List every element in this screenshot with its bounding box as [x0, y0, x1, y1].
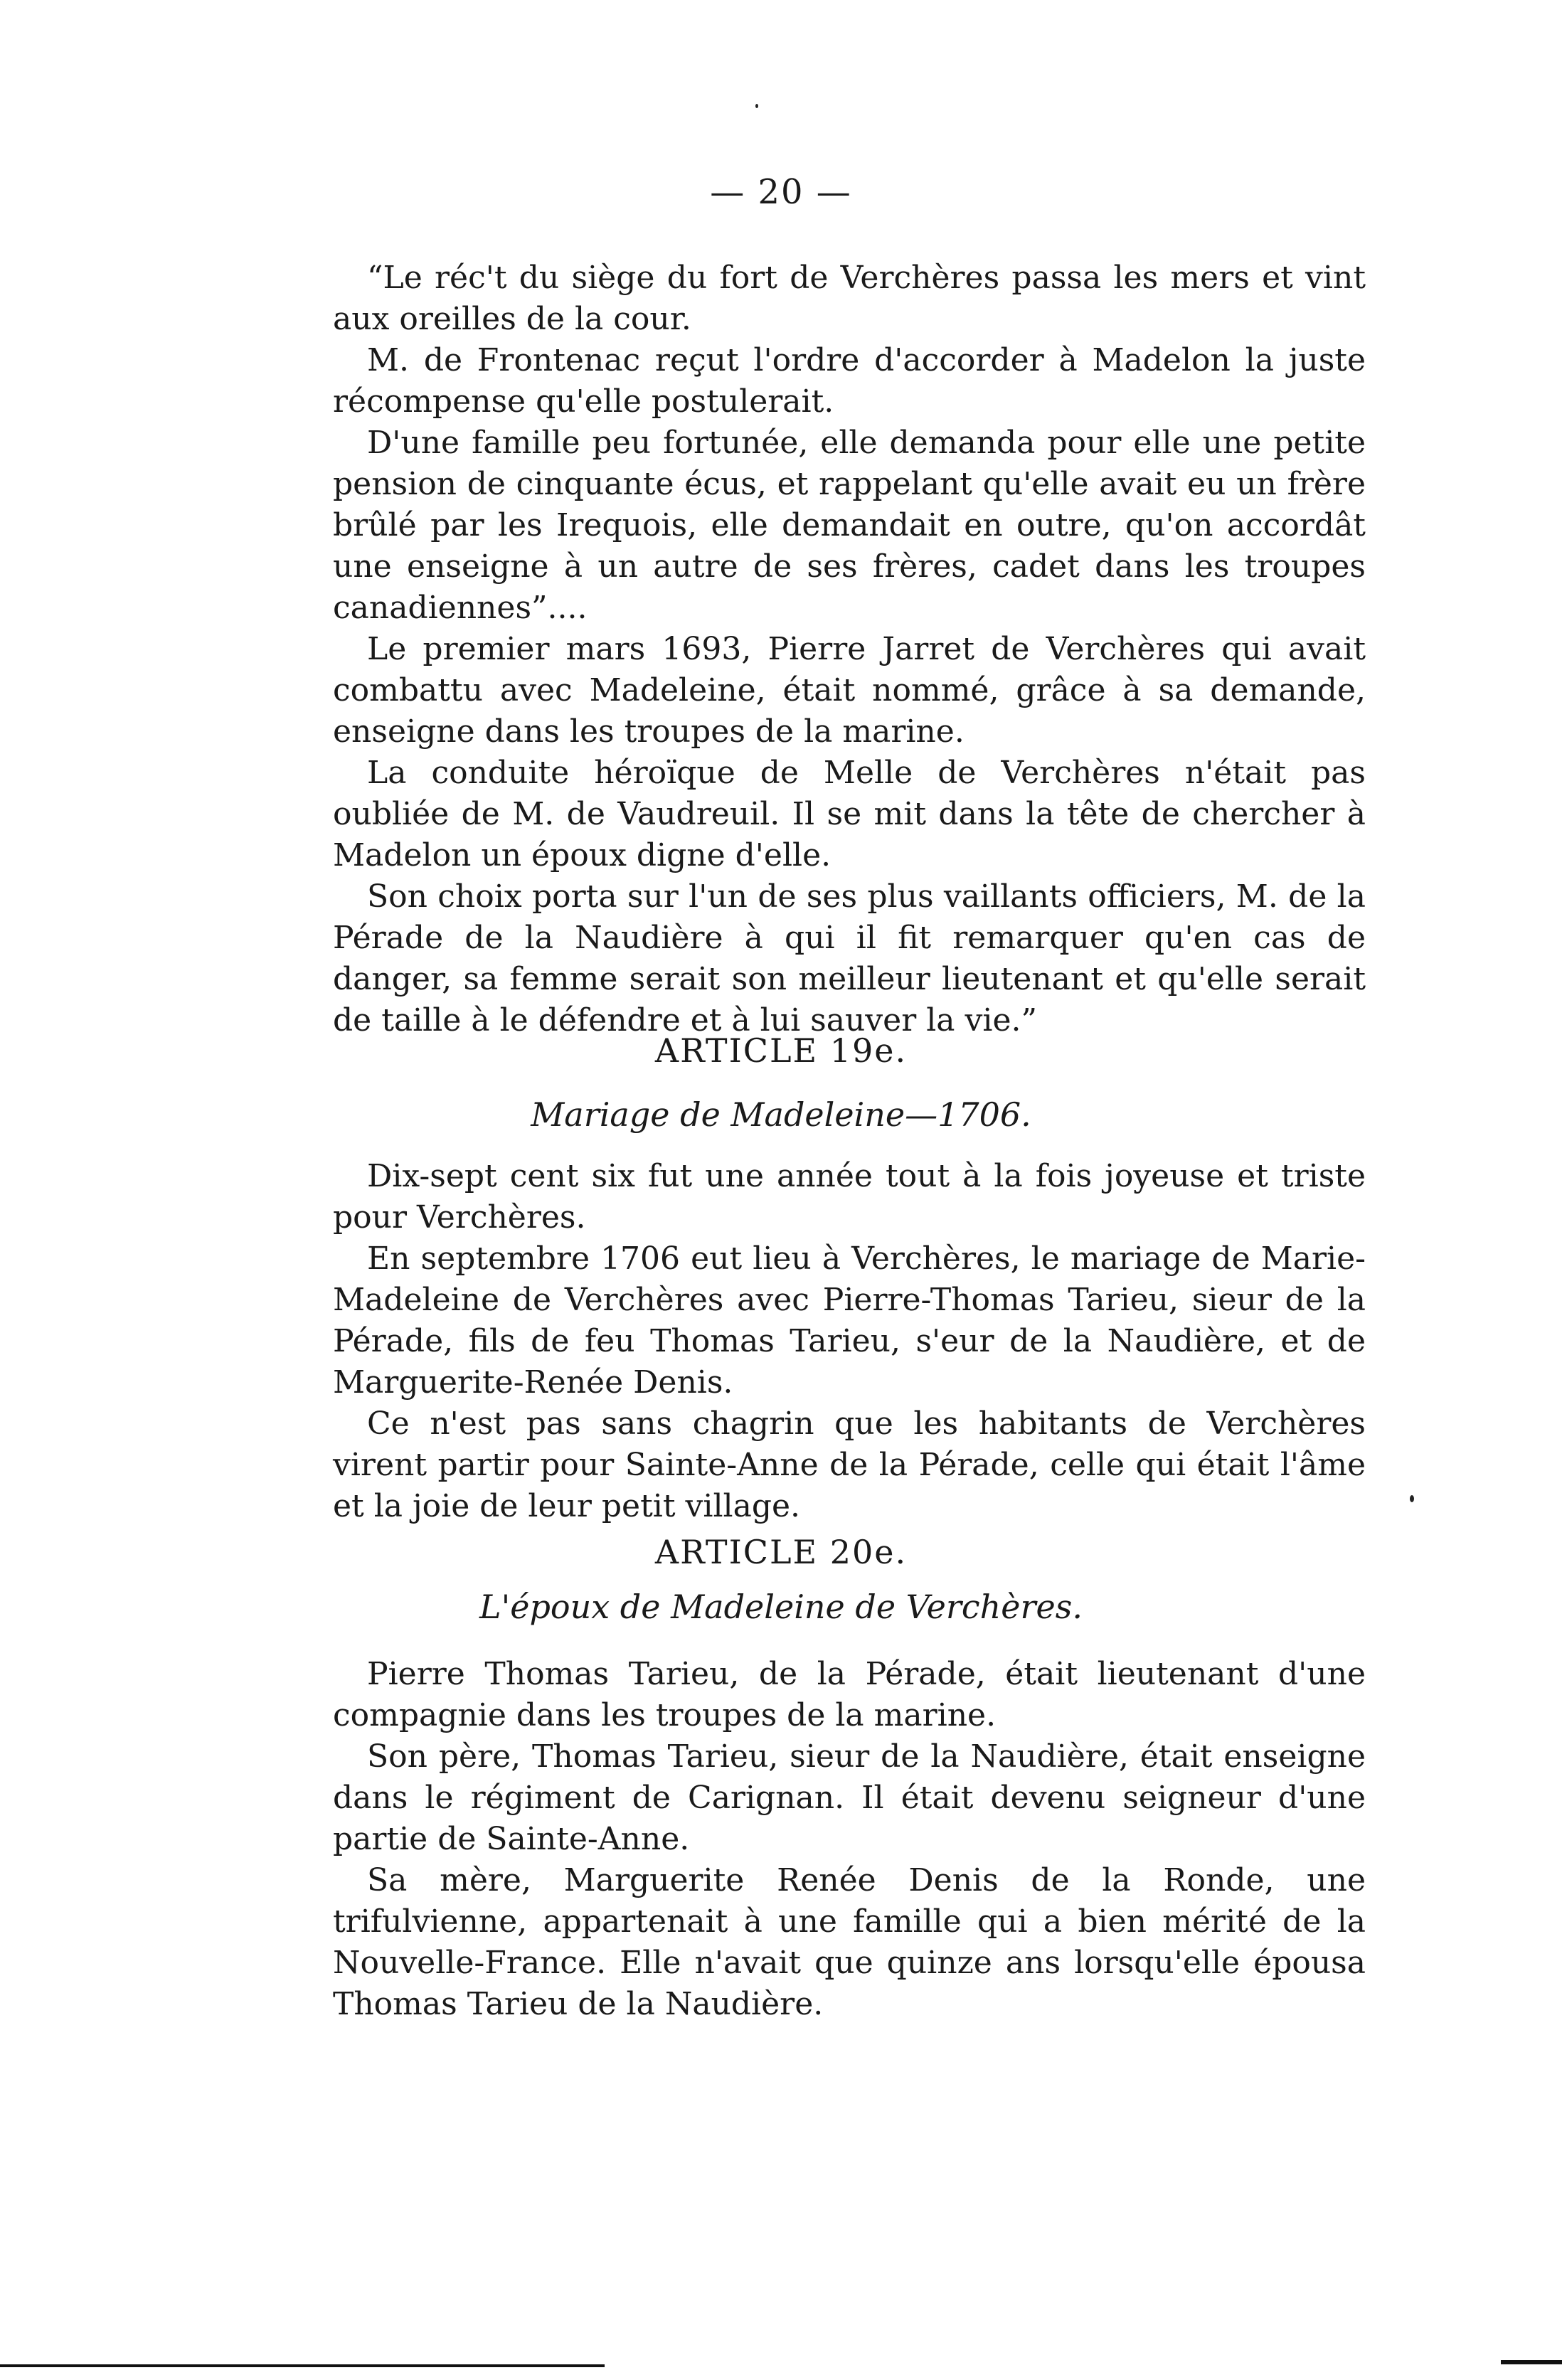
- paragraph: Son père, Thomas Tarieu, sieur de la Naudière, était enseigne dans le régiment de Carignan. Il était devenu seigneur d'une partie de Sainte-Anne.: [333, 1738, 1366, 1857]
- article-20-heading: ARTICLE 20e.: [654, 1533, 908, 1571]
- paragraph: Le premier mars 1693, Pierre Jarret de Verchères qui avait combattu avec Madeleine, était nommé, grâce à sa demande, enseigne dans les troupes de la marine.: [333, 631, 1366, 750]
- paragraph: En septembre 1706 eut lieu à Verchères, le mariage de Marie-Madeleine de Verchères avec Pierre-Thomas Tarieu, sieur de la Pérade, fils de feu Thomas Tarieu, s'eur de la Naudière, et de Marguerite-Renée Denis.: [333, 1241, 1366, 1401]
- bottom-rule: [0, 2364, 605, 2367]
- article-20-title: L'époux de Madeleine de Verchères.: [479, 1588, 1083, 1626]
- paragraph: Pierre Thomas Tarieu, de la Pérade, était lieutenant d'une compagnie dans les troupes de la marine.: [333, 1656, 1366, 1733]
- paragraph: Son choix porta sur l'un de ses plus vaillants officiers, M. de la Pérade de la Naudière à qui il fit remarquer qu'en cas de danger, sa femme serait son meilleur lieutenant et qu'elle serait de taille à le défendre et à lui sauver la vie.”: [333, 878, 1366, 1038]
- paragraph: D'une famille peu fortunée, elle demanda pour elle une petite pension de cinquante écus, et rappelant qu'elle avait eu un frère brûlé par les Irequois, elle demandait en outre, qu'on accordât une enseigne à un autre de ses frères, cadet dans les troupes canadiennes”....: [333, 425, 1366, 626]
- paragraph: M. de Frontenac reçut l'ordre d'accorder à Madelon la juste récompense qu'elle postulerait.: [333, 342, 1366, 420]
- ink-mark: [755, 104, 758, 108]
- paragraph: Dix-sept cent six fut une année tout à la fois joyeuse et triste pour Verchères.: [333, 1158, 1366, 1236]
- paragraph: Sa mère, Marguerite Renée Denis de la Ronde, une trifulvienne, appartenait à une famille qui a bien mérité de la Nouvelle-France. Elle n'avait que quinze ans lorsqu'elle épousa Thomas Tarieu de la Naudière.: [333, 1862, 1366, 2022]
- article-19-title: Mariage de Madeleine—1706.: [531, 1095, 1031, 1134]
- bottom-rule-fragment: [1501, 2360, 1562, 2364]
- ink-mark: [1410, 1495, 1414, 1502]
- paragraph: La conduite héroïque de Melle de Verchères n'était pas oubliée de M. de Vaudreuil. Il se mit dans la tête de chercher à Madelon un époux digne d'elle.: [333, 755, 1366, 873]
- paragraph: “Le réc't du siège du fort de Verchères passa les mers et vint aux oreilles de la cour.: [333, 260, 1366, 337]
- page-number: — 20 —: [710, 172, 852, 212]
- paragraph: Ce n'est pas sans chagrin que les habitants de Verchères virent partir pour Sainte-Anne de la Pérade, celle qui était l'âme et la joie de leur petit village.: [333, 1406, 1366, 1524]
- article-20-section: [333, 1654, 1366, 2025]
- article-19-heading: ARTICLE 19e.: [654, 1031, 908, 1070]
- article-19-section: [333, 1156, 1366, 1527]
- intro-section: [333, 257, 1366, 1041]
